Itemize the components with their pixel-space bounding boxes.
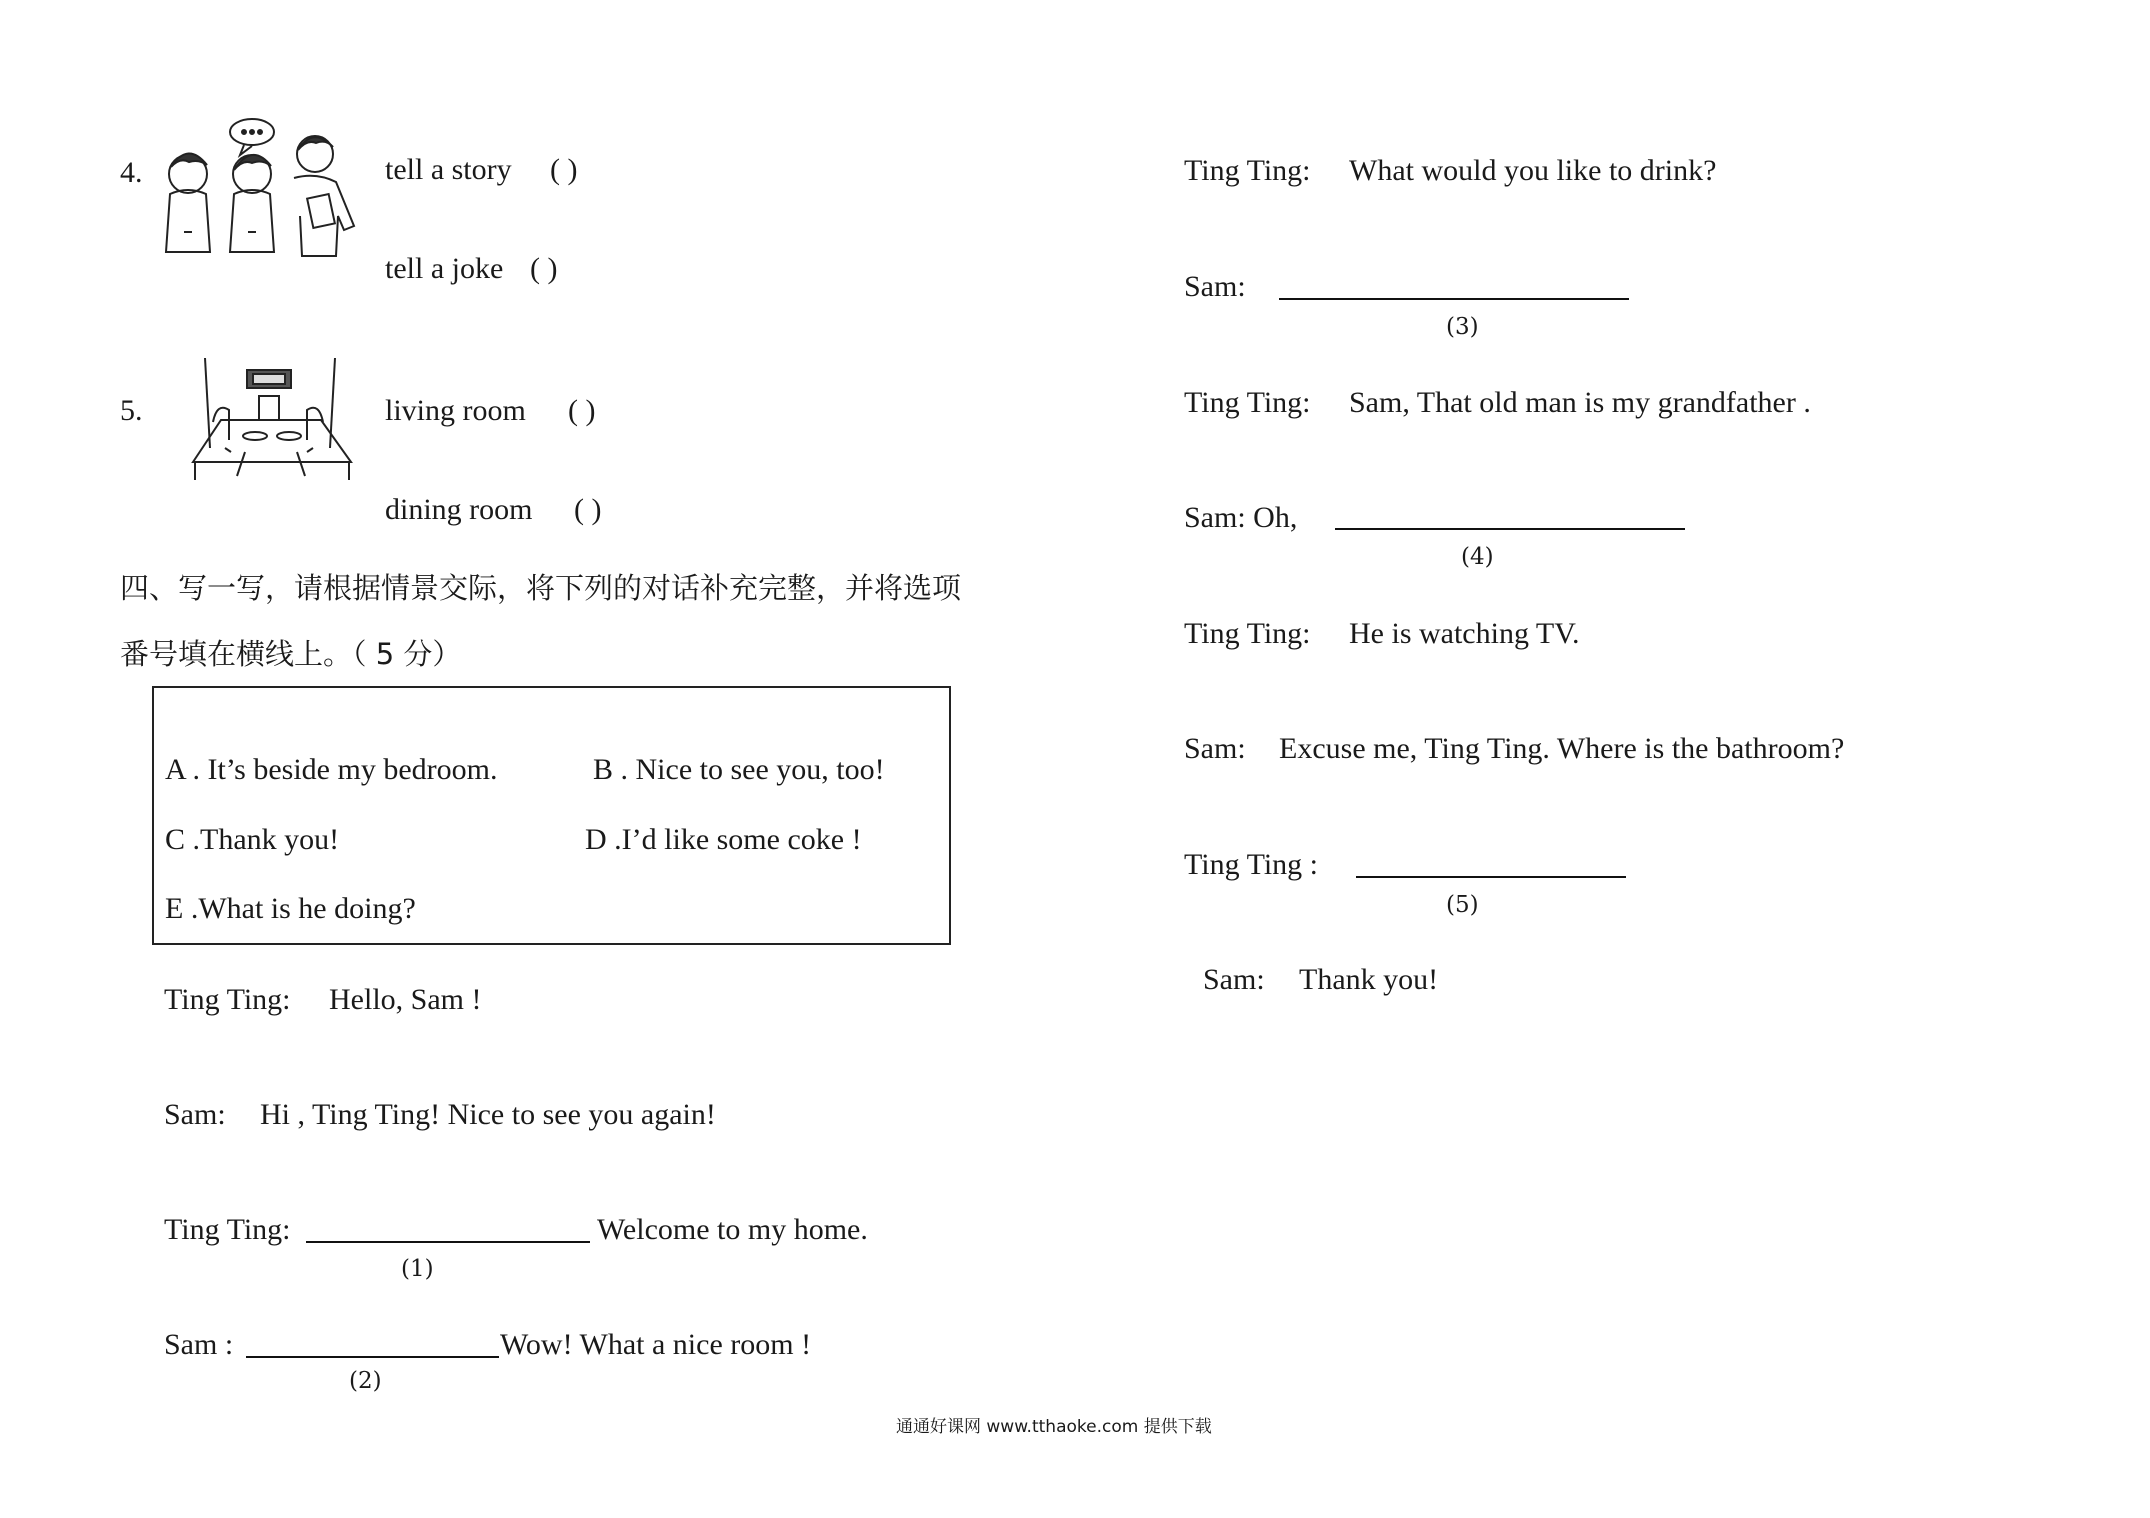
dialogue-text: Wow! What a nice room ! (500, 1328, 812, 1361)
dialogue-text: Hello, Sam ! (329, 983, 482, 1016)
section-heading: 四、写一写，请根据情景交际，将下列的对话补充完整，并将选项 (120, 571, 962, 605)
dialogue-speaker: Sam: (1184, 732, 1246, 765)
answer-blank-3[interactable] (1279, 298, 1629, 300)
choice-a: A . It’s beside my bedroom. (165, 753, 498, 786)
dialogue-text: He is watching TV. (1349, 617, 1580, 650)
blank-number: (3) (1446, 314, 1479, 340)
question-number: 5. (120, 394, 143, 427)
choice-b: B . Nice to see you, too! (593, 753, 885, 786)
dialogue-speaker: Sam: (1203, 963, 1265, 996)
dialogue-text: Hi , Ting Ting! Nice to see you again! (260, 1098, 716, 1131)
answer-parentheses[interactable]: ( ) (574, 493, 602, 526)
dialogue-speaker: Sam: (164, 1098, 226, 1131)
option-label: tell a joke (385, 252, 504, 285)
answer-parentheses[interactable]: ( ) (550, 153, 578, 186)
dialogue-speaker: Ting Ting : (1184, 848, 1319, 881)
blank-number: (4) (1461, 544, 1494, 570)
section-heading-line2: 番号填在横线上。（ 5 分） (120, 637, 462, 671)
dialogue-speaker: Sam: (1184, 270, 1246, 303)
blank-number: (5) (1446, 892, 1479, 918)
dialogue-speaker: Sam: Oh, (1184, 501, 1298, 534)
dialogue-speaker: Ting Ting: (1184, 386, 1311, 419)
children-storytelling-illustration (160, 112, 365, 257)
blank-number: (2) (349, 1368, 382, 1394)
dialogue-text: Welcome to my home. (597, 1213, 868, 1246)
answer-parentheses[interactable]: ( ) (568, 394, 596, 427)
dialogue-speaker: Ting Ting: (1184, 154, 1311, 187)
answer-parentheses[interactable]: ( ) (530, 252, 558, 285)
answer-blank-5[interactable] (1356, 876, 1626, 878)
dialogue-text: Sam, That old man is my grandfather . (1349, 386, 1811, 419)
question-number: 4. (120, 156, 143, 189)
choice-d: D .I’d like some coke ! (585, 823, 862, 856)
answer-blank-1[interactable] (306, 1241, 590, 1243)
dialogue-text: Excuse me, Ting Ting. Where is the bathroom? (1279, 732, 1845, 765)
dialogue-speaker: Ting Ting: (164, 1213, 291, 1246)
dialogue-speaker: Sam : (164, 1328, 234, 1361)
blank-number: (1) (401, 1256, 434, 1282)
dialogue-text: Thank you! (1299, 963, 1439, 996)
dialogue-text: What would you like to drink? (1349, 154, 1717, 187)
dialogue-speaker: Ting Ting: (1184, 617, 1311, 650)
choice-c: C .Thank you! (165, 823, 340, 856)
choice-e: E .What is he doing? (165, 892, 416, 925)
answer-blank-4[interactable] (1335, 528, 1685, 530)
answer-blank-2[interactable] (246, 1356, 499, 1358)
option-label: tell a story (385, 153, 512, 186)
option-label: dining room (385, 493, 533, 526)
dining-room-illustration (185, 356, 360, 486)
footer-source: 通通好课网 www.tthaoke.com 提供下载 (896, 1417, 1212, 1437)
dialogue-speaker: Ting Ting: (164, 983, 291, 1016)
option-label: living room (385, 394, 526, 427)
